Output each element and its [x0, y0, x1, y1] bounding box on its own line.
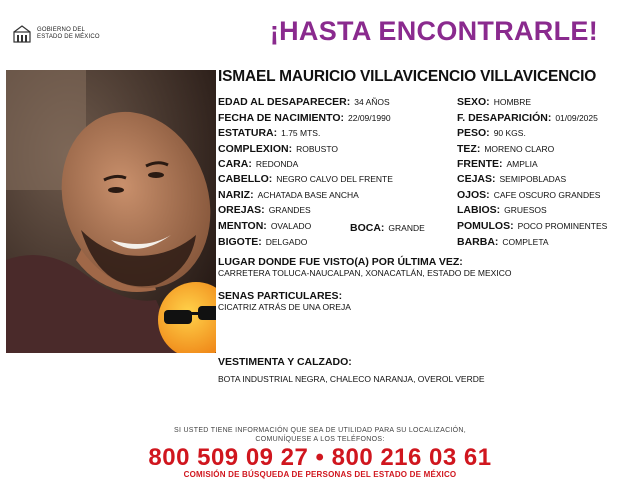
field-menton-label: MENTON:: [218, 220, 267, 232]
field-peso-value: 90 KGS.: [493, 128, 526, 138]
field-peso: [457, 127, 526, 140]
clothing-value: BOTA INDUSTRIAL NEGRA, CHALECO NARANJA, OVEROL VERDE: [218, 374, 485, 384]
field-ojos-label: OJOS:: [457, 189, 490, 201]
contact-info-line1: SI USTED TIENE INFORMACIÓN QUE SEA DE UTILIDAD PARA SU LOCALIZACIÓN,: [173, 427, 467, 434]
field-cara: [218, 158, 298, 171]
field-nacimiento: [218, 112, 391, 125]
field-frente: [457, 158, 538, 171]
field-ojos-value: CAFE OSCURO GRANDES: [493, 190, 601, 200]
phone-numbers: [0, 444, 640, 472]
field-tez-label: TEZ:: [457, 143, 481, 155]
particular-marks-value: CICATRIZ ATRÁS DE UNA OREJA: [218, 302, 351, 312]
field-ojos: [457, 189, 600, 202]
field-nariz: [218, 189, 359, 202]
field-tez: [457, 143, 554, 156]
field-edad-value: 34 AÑOS: [354, 97, 390, 107]
field-estatura-label: ESTATURA:: [218, 127, 278, 139]
field-estatura: [218, 127, 320, 140]
field-pomulos-value: POCO PROMINENTES: [517, 221, 608, 231]
field-cabello: [218, 173, 393, 186]
field-nacimiento-value: 22/09/1990: [348, 113, 391, 123]
logo-text-line2: ESTADO DE MÉXICO: [37, 34, 100, 40]
field-peso-label: PESO:: [457, 127, 490, 139]
contact-info-line2: COMUNÍQUESE A LOS TELÉFONOS:: [255, 436, 385, 443]
last-seen-section: [218, 256, 511, 279]
field-edad: [218, 96, 390, 109]
commission-footer: COMISIÓN DE BÚSQUEDA DE PERSONAS DEL ESTADO DE MÉXICO: [183, 470, 457, 479]
headline: ¡HASTA ENCONTRARLE!: [269, 16, 598, 46]
field-cabello-value: NEGRO CALVO DEL FRENTE: [276, 174, 393, 184]
field-barba-label: BARBA:: [457, 236, 499, 248]
field-labios: [457, 204, 547, 217]
field-labios-value: GRUESOS: [504, 205, 547, 215]
last-seen-label: LUGAR DONDE FUE VISTO(A) POR ÚLTIMA VEZ:: [218, 256, 463, 268]
field-cabello-label: CABELLO:: [218, 173, 273, 185]
field-sexo-value: HOMBRE: [493, 97, 531, 107]
field-nariz-label: NARIZ:: [218, 189, 254, 201]
field-cara-value: REDONDA: [255, 159, 299, 169]
field-complexion-value: ROBUSTO: [296, 144, 338, 154]
clothing-section: [218, 356, 485, 385]
field-orejas-value: GRANDES: [268, 205, 311, 215]
particular-marks-section: [218, 290, 351, 313]
field-cara-label: CARA:: [218, 158, 252, 170]
field-cejas-value: SEMIPOBLADAS: [499, 174, 567, 184]
field-nariz-value: ACHATADA BASE ANCHA: [257, 190, 359, 200]
field-estatura-value: 1.75 MTS.: [281, 128, 321, 138]
field-orejas: [218, 204, 311, 217]
field-nacimiento-label: FECHA DE NACIMIENTO:: [218, 112, 344, 124]
field-bigote-value: DELGADO: [265, 237, 308, 247]
field-boca-label: BOCA:: [350, 222, 385, 234]
field-bigote: [218, 236, 307, 249]
logo-text-line1: GOBIERNO DEL: [37, 27, 86, 33]
field-pomulos: [457, 220, 607, 233]
field-cejas-label: CEJAS:: [457, 173, 496, 185]
missing-person-photo: [6, 70, 216, 353]
field-frente-value: AMPLIA: [506, 159, 538, 169]
phone-number-1[interactable]: 800 509 09 27: [148, 444, 309, 471]
field-desaparicion: [457, 112, 598, 125]
field-pomulos-label: POMULOS:: [457, 220, 514, 232]
field-desaparicion-value: 01/09/2025: [555, 113, 598, 123]
field-tez-value: MORENO CLARO: [484, 144, 555, 154]
particular-marks-label: SENAS PARTICULARES:: [218, 290, 343, 302]
field-sexo: [457, 96, 531, 109]
last-seen-value: CARRETERA TOLUCA-NAUCALPAN, XONACATLÁN, ESTADO DE MEXICO: [218, 268, 512, 278]
field-edad-label: EDAD AL DESAPARECER:: [218, 96, 351, 108]
field-barba: [457, 236, 549, 249]
field-menton-value: OVALADO: [270, 221, 312, 231]
contact-info: [0, 426, 640, 444]
field-complexion-label: COMPLEXION:: [218, 143, 293, 155]
phone-number-2[interactable]: 800 216 03 61: [331, 444, 492, 471]
field-complexion: [218, 143, 338, 156]
field-cejas: [457, 173, 566, 186]
field-barba-value: COMPLETA: [502, 237, 549, 247]
field-sexo-label: SEXO:: [457, 96, 490, 108]
field-desaparicion-label: F. DESAPARICIÓN:: [457, 112, 552, 124]
field-menton: [218, 220, 311, 233]
phone-separator: •: [315, 444, 325, 471]
clothing-label: VESTIMENTA Y CALZADO:: [218, 356, 352, 368]
field-labios-label: LABIOS:: [457, 204, 501, 216]
field-boca: [350, 222, 425, 235]
person-name: ISMAEL MAURICIO VILLAVICENCIO VILLAVICENCIO: [218, 68, 597, 85]
field-orejas-label: OREJAS:: [218, 204, 265, 216]
field-boca-value: GRANDE: [388, 223, 425, 233]
field-frente-label: FRENTE:: [457, 158, 503, 170]
field-bigote-label: BIGOTE:: [218, 236, 262, 248]
